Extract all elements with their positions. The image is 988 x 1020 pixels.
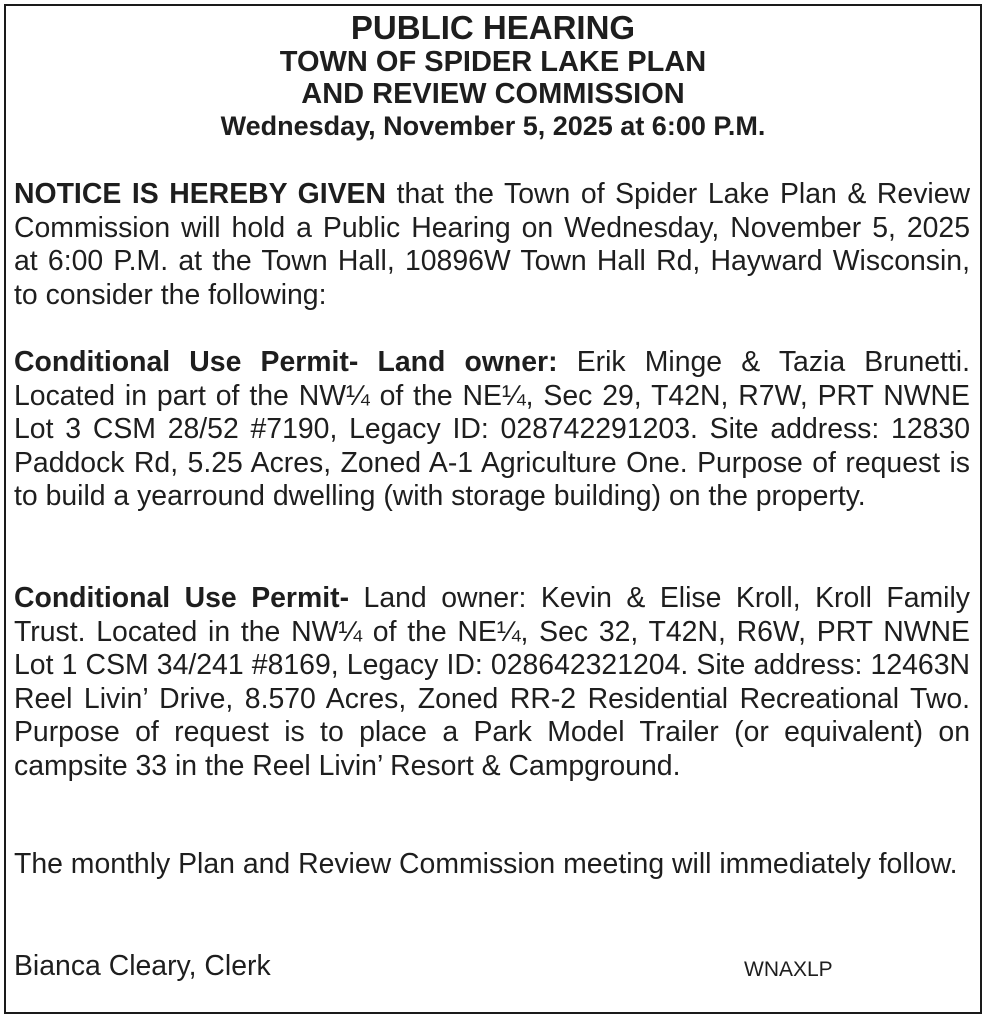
permit-1-lead: Conditional Use Permit- Land owner:	[14, 346, 558, 378]
permit-2-text: Land owner: Kevin & Elise Kroll, Kroll Family Trust. Located in the NW¼ of the NE¼, Sec 32, T42N, R6W, PRT NWNE Lot 1 CSM 34/241 #8169, Legacy ID: 028642321204. Site address: 12463N Reel Livin’ Drive, 8.570 Acres, Zoned RR-2 Residential Recreational Two. Purpose of request is to place a Park Model Trailer (or equivalent) on campsite 33 in the Reel Livin’ Resort & Campground.	[14, 582, 970, 782]
permit-1-paragraph	[14, 346, 970, 514]
notice-text: that the Town of Spider Lake Plan & Review Commission will hold a Public Hearing on Wednesday, November 5, 2025 at 6:00 P.M. at the Town Hall, 10896W Town Hall Rd, Hayward Wisconsin, to consider the following:	[14, 178, 970, 311]
closing-paragraph: The monthly Plan and Review Commission meeting will immediately follow.	[14, 848, 958, 880]
notice-subtitle-line2: AND REVIEW COMMISSION	[301, 78, 685, 110]
notice-header	[6, 10, 980, 142]
notice-lead: NOTICE IS HEREBY GIVEN	[14, 178, 386, 210]
notice-paragraph	[14, 178, 970, 312]
clerk-signature: Bianca Cleary, Clerk	[14, 950, 271, 982]
hearing-date: Wednesday, November 5, 2025 at 6:00 P.M.	[220, 111, 766, 141]
public-notice	[4, 4, 982, 1014]
notice-subtitle-line1: TOWN OF SPIDER LAKE PLAN	[279, 46, 707, 78]
notice-title: PUBLIC HEARING	[350, 9, 636, 46]
permit-1-text: Erik Minge & Tazia Brunetti. Located in part of the NW¼ of the NE¼, Sec 29, T42N, R7W, PRT NWNE Lot 3 CSM 28/52 #7190, Legacy ID: 028742291203. Site address: 12830 Paddock Rd, 5.25 Acres, Zoned A-1 Agriculture One. Purpose of request is to build a yearround dwelling (with storage building) on the property.	[14, 346, 970, 513]
permit-2-paragraph	[14, 582, 970, 784]
publication-code: WNAXLP	[744, 958, 833, 981]
permit-2-lead: Conditional Use Permit-	[14, 582, 350, 614]
